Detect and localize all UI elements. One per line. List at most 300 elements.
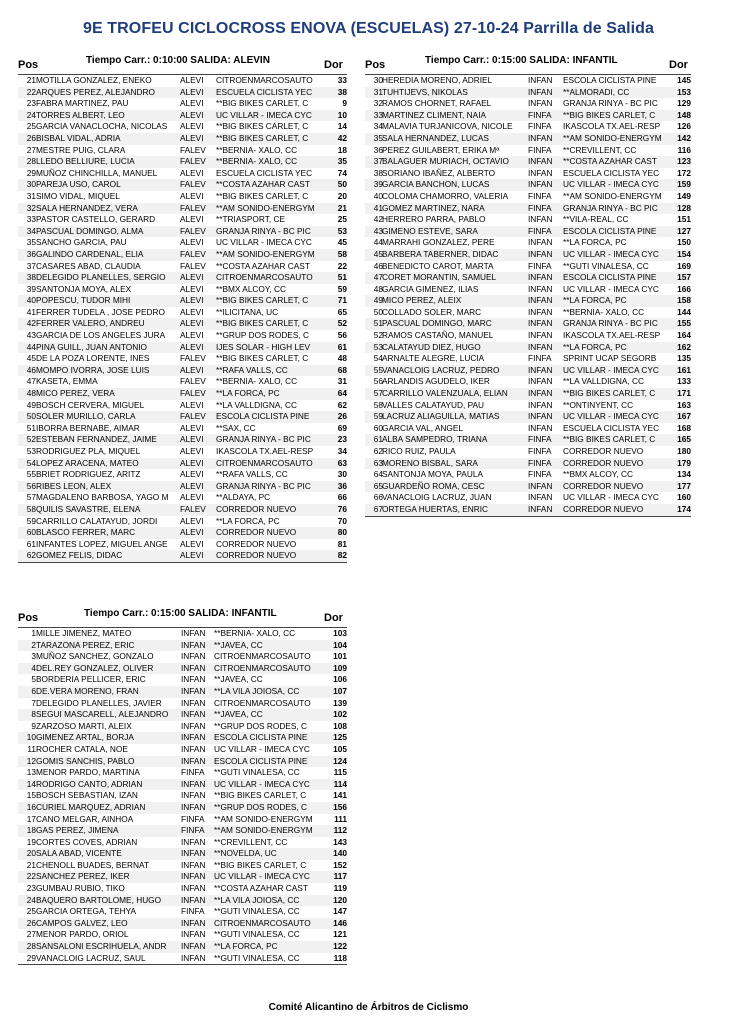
rider-category: ALEVI [180, 190, 204, 201]
rider-name: COLOMA CHAMORRO, VALERIA [382, 190, 509, 201]
rider-category: ALEVI [180, 75, 204, 85]
rider-category: FINFA [528, 109, 552, 120]
rider-bib-number: 111 [334, 813, 347, 824]
rider-row [365, 365, 691, 377]
rider-position: 7 [31, 697, 36, 708]
rider-name: BAQUERO BARTOLOME, HUGO [36, 894, 162, 905]
rider-row [18, 628, 347, 640]
rider-category: ALEVI [180, 527, 204, 538]
rider-name: MILLE JIMENEZ, MATEO [36, 628, 132, 638]
rider-category: INFAN [181, 639, 206, 650]
rider-name: ALBA SAMPEDRO, TRIANA [382, 434, 488, 445]
rider-position: 11 [27, 743, 36, 754]
rider-row [365, 121, 691, 133]
rider-position: 30 [26, 179, 36, 190]
alevin-start-grid [18, 53, 347, 563]
rider-bib-number: 117 [333, 871, 347, 882]
rider-category: INFAN [528, 167, 553, 178]
rider-bib-number: 114 [333, 778, 347, 789]
rider-category: INFAN [528, 480, 553, 491]
rider-club: **GUTI VINALESA, CC [214, 929, 300, 940]
rider-row [18, 284, 347, 296]
rider-club: IKASCOLA TX.AEL-RESP [563, 121, 661, 132]
rider-bib-number: 9 [342, 98, 347, 109]
rider-position: 61 [26, 538, 36, 549]
rider-name: SANCHEZ PEREZ, IKER [36, 871, 130, 882]
rider-row [365, 318, 691, 330]
rider-position: 23 [26, 98, 36, 109]
rider-name: ARNALTE ALEGRE, LUCIA [382, 353, 485, 364]
rider-name: CARRILLO VALENZUALA, ELIAN [382, 388, 508, 399]
rider-position: 21 [26, 75, 36, 85]
rider-category: FALEV [180, 225, 206, 236]
rider-position: 31 [373, 86, 383, 97]
rider-club: **GRUP DOS RODES, C [214, 720, 307, 731]
rider-name: ESTEBAN FERNANDEZ, JAIME [36, 434, 157, 445]
rider-category: INFAN [528, 156, 553, 167]
rider-position: 45 [373, 248, 383, 259]
rider-row [18, 709, 347, 721]
rider-row [18, 802, 347, 814]
rider-row [365, 446, 691, 458]
rider-category: INFAN [181, 662, 206, 673]
rider-position: 12 [26, 755, 36, 766]
rider-category: INFAN [181, 952, 206, 963]
rider-category: INFAN [528, 376, 553, 387]
rider-name: CHENOLL BUADES, BERNAT [36, 859, 149, 870]
rider-bib-number: 108 [333, 720, 347, 731]
rider-category: INFAN [528, 399, 553, 410]
rider-category: ALEVI [180, 422, 204, 433]
rider-row [18, 87, 347, 99]
rider-row [18, 423, 347, 435]
rider-position: 29 [26, 167, 36, 178]
rider-position: 43 [26, 330, 36, 341]
rider-category: INFAN [528, 411, 553, 422]
rider-category: INFAN [181, 871, 206, 882]
rider-bib-number: 135 [677, 353, 691, 364]
rider-position: 35 [373, 132, 383, 143]
rider-bib-number: 143 [333, 836, 347, 847]
rider-name: GALINDO CARDENAL, ELIA [36, 248, 144, 259]
pos-column-header: Pos [18, 59, 39, 71]
rider-row [365, 237, 691, 249]
rider-name: BOSCH SEBASTIAN, IZAN [36, 790, 138, 801]
rider-row [365, 110, 691, 122]
rider-name: SANTONJA MOYA, ALEX [36, 283, 132, 294]
rider-position: 44 [373, 237, 383, 248]
rider-position: 51 [373, 318, 383, 329]
rider-row [18, 168, 347, 180]
rider-row [365, 203, 691, 215]
rider-row [18, 663, 347, 675]
rider-position: 41 [373, 202, 383, 213]
rider-position: 58 [373, 399, 383, 410]
rider-club: CORREDOR NUEVO [563, 446, 644, 456]
rider-name: ARQUES PEREZ, ALEJANDRO [36, 86, 155, 97]
rider-bib-number: 116 [677, 144, 691, 155]
rider-bib-number: 38 [337, 86, 347, 97]
rider-club: **LA VALLDIGNA, CC [563, 376, 645, 387]
rider-name: CARRILLO CALATAYUD, JORDI [36, 515, 158, 526]
rider-bib-number: 104 [333, 639, 347, 650]
rider-name: RICO RUIZ, PAULA [382, 446, 456, 456]
rider-name: PAREJA USO, CAROL [36, 179, 121, 190]
rider-bib-number: 82 [337, 550, 347, 561]
rider-position: 53 [373, 341, 383, 352]
rider-club: CITROENMARCOSAUTO [216, 272, 313, 283]
rider-name: CASARES ABAD, CLAUDIA [36, 260, 141, 271]
rider-name: GARCIA ORTEGA, TEHYA [36, 906, 137, 917]
rider-club: GRANJA RINYA - BC PIC [563, 318, 658, 329]
rider-name: SANCHO GARCIA, PAU [36, 237, 127, 248]
rider-bib-number: 126 [677, 121, 691, 132]
rider-position: 21 [26, 859, 36, 870]
rider-category: ALEVI [180, 330, 204, 341]
rider-club: **BERNIA- XALO, CC [216, 376, 298, 387]
rider-name: MAGDALENO BARBOSA, YAGO M [36, 492, 169, 503]
rider-club: **LA FORCA, PC [563, 341, 627, 352]
rider-club: CORREDOR NUEVO [216, 527, 297, 538]
rider-club: **BERNIA- XALO, CC [563, 306, 645, 317]
rider-category: INFAN [528, 272, 553, 283]
rider-club: CORREDOR NUEVO [563, 480, 644, 491]
rider-position: 62 [373, 446, 383, 456]
rider-position: 57 [26, 492, 36, 503]
rider-position: 48 [373, 283, 383, 294]
rider-position: 13 [26, 767, 36, 778]
rider-category: FINFA [528, 434, 552, 445]
rider-bib-number: 161 [677, 364, 691, 375]
rider-name: MARRAHI GONZALEZ, PERE [382, 237, 495, 248]
rider-position: 55 [26, 469, 36, 480]
rider-position: 1 [31, 628, 36, 638]
rider-position: 15 [26, 790, 36, 801]
rider-club: UC VILLAR - IMECA CYC [563, 283, 659, 294]
rider-category: INFAN [528, 75, 553, 85]
rider-position: 26 [26, 917, 36, 928]
rider-category: INFAN [181, 801, 206, 812]
rider-position: 31 [26, 190, 36, 201]
rider-row [18, 179, 347, 191]
rider-row [365, 353, 691, 365]
rider-row [18, 458, 347, 470]
rider-category: ALEVI [180, 446, 204, 456]
rider-name: CAMPOS GALVEZ, LEO [36, 917, 128, 928]
rider-list [365, 75, 691, 517]
infantil-start-grid-1 [18, 606, 347, 965]
rider-bib-number: 101 [333, 651, 347, 662]
rider-name: GARCIA BANCHON, LUCAS [382, 179, 490, 190]
rider-bib-number: 10 [337, 109, 347, 120]
rider-position: 52 [373, 330, 383, 341]
rider-bib-number: 147 [333, 906, 347, 917]
rider-row [18, 825, 347, 837]
rider-club: **JAVEA, CC [214, 639, 263, 650]
rider-bib-number: 157 [677, 272, 691, 283]
rider-category: ALEVI [180, 341, 204, 352]
rider-position: 43 [373, 225, 383, 236]
rider-bib-number: 118 [333, 952, 347, 963]
rider-bib-number: 36 [337, 480, 347, 491]
rider-name: RIBES LEON, ALEX [36, 480, 112, 491]
rider-row [18, 156, 347, 168]
rider-position: 20 [26, 848, 36, 859]
rider-club: UC VILLAR - IMECA CYC [214, 778, 310, 789]
rider-bib-number: 71 [337, 295, 347, 306]
rider-name: GARCIA VAL, ANGEL [382, 422, 464, 433]
rider-category: ALEVI [180, 272, 204, 283]
rider-row [18, 883, 347, 895]
rider-category: ALEVI [180, 469, 204, 480]
rider-category: INFAN [528, 503, 553, 514]
rider-club: **GUTI VINALESA, CC [563, 260, 649, 271]
rider-club: UC VILLAR - IMECA CYC [563, 492, 659, 503]
rider-name: BORDERIA PELLICER, ERIC [36, 674, 146, 685]
rider-row [365, 226, 691, 238]
rider-position: 34 [26, 225, 36, 236]
rider-category: INFAN [528, 364, 553, 375]
rider-bib-number: 146 [333, 917, 347, 928]
rider-row [18, 492, 347, 504]
rider-club: **LA VALLDIGNA, CC [216, 399, 298, 410]
rider-position: 26 [26, 132, 36, 143]
rider-position: 60 [373, 422, 383, 433]
rider-name: RODRIGO CANTO, ADRIAN [36, 778, 143, 789]
rider-category: ALEVI [180, 492, 204, 503]
rider-name: BALAGUER MURIACH, OCTAVIO [382, 156, 509, 167]
rider-position: 14 [26, 778, 36, 789]
rider-name: SEGUI MASCARELL, ALEJANDRO [36, 709, 169, 720]
rider-row [365, 376, 691, 388]
rider-club: **RAFA VALLS, CC [216, 469, 288, 480]
rider-row [18, 756, 347, 768]
rider-category: ALEVI [180, 283, 204, 294]
rider-position: 27 [26, 929, 36, 940]
rider-bib-number: 179 [677, 457, 691, 468]
rider-bib-number: 109 [333, 662, 347, 673]
rider-club: **BERNIA- XALO, CC [216, 156, 298, 167]
rider-club: **BIG BIKES CARLET, C [563, 388, 656, 399]
rider-name: TORRES ALBERT, LEO [36, 109, 125, 120]
rider-name: VANACLOIG LACRUZ, JUAN [382, 492, 492, 503]
rider-bib-number: 45 [337, 237, 347, 248]
rider-bib-number: 142 [677, 132, 691, 143]
rider-category: INFAN [528, 318, 553, 329]
rider-bib-number: 21 [337, 202, 347, 213]
rider-name: GARCIA VANACLOCHA, NICOLAS [36, 121, 168, 132]
rider-club: **BIG BIKES CARLET, C [216, 353, 309, 364]
rider-position: 34 [373, 121, 383, 132]
rider-category: FINFA [528, 121, 552, 132]
rider-name: DEL.REY GONZALEZ, OLIVER [36, 662, 154, 673]
rider-club: CORREDOR NUEVO [216, 550, 297, 561]
rider-name: RODRIGUEZ PLA, MIQUEL [36, 446, 141, 456]
rider-name: RAMOS CHORNET, RAFAEL [382, 98, 492, 109]
rider-row [365, 388, 691, 400]
rider-position: 59 [26, 515, 36, 526]
rider-club: **JAVEA, CC [214, 674, 263, 685]
rider-position: 45 [26, 353, 36, 364]
rider-bib-number: 172 [677, 167, 691, 178]
rider-bib-number: 20 [337, 190, 347, 201]
rider-name: CURIEL MARQUEZ, ADRIAN [36, 801, 146, 812]
rider-position: 18 [26, 825, 36, 836]
rider-category: ALEVI [180, 550, 204, 561]
rider-position: 38 [26, 272, 36, 283]
rider-position: 29 [26, 952, 36, 963]
rider-club: GRANJA RINYA - BC PIC [563, 202, 658, 213]
rider-category: INFAN [181, 790, 206, 801]
race-info: Tiempo Carr.: 0:15:00 SALIDA: INFANTIL [425, 55, 618, 66]
rider-club: **BIG BIKES CARLET, C [214, 859, 307, 870]
rider-name: CALATAYUD DIEZ, HUGO [382, 341, 481, 352]
rider-club: **BIG BIKES CARLET, C [216, 295, 309, 306]
rider-club: GRANJA RINYA - BC PIC [216, 480, 311, 491]
rider-row [18, 779, 347, 791]
rider-category: INFAN [528, 98, 553, 109]
rider-category: FALEV [180, 388, 206, 399]
rider-bib-number: 155 [677, 318, 691, 329]
rider-position: 54 [26, 457, 36, 468]
rider-category: INFAN [528, 237, 553, 248]
rider-category: ALEVI [180, 457, 204, 468]
rider-bib-number: 134 [677, 469, 691, 480]
rider-category: INFAN [528, 330, 553, 341]
rider-category: INFAN [181, 628, 206, 638]
rider-category: ALEVI [180, 364, 204, 375]
rider-bib-number: 128 [677, 202, 691, 213]
rider-name: RAMOS CASTAÑO, MANUEL [382, 330, 494, 341]
rider-row [18, 481, 347, 493]
rider-position: 4 [31, 662, 36, 673]
rider-name: SALA HERNANDEZ, LUCAS [382, 132, 489, 143]
rider-position: 8 [31, 709, 36, 720]
rider-row [18, 469, 347, 481]
rider-club: **ILICITANA, UC [216, 306, 279, 317]
rider-row [18, 550, 347, 562]
rider-name: MUÑOZ SANCHEZ, GONZALO [36, 651, 154, 662]
rider-position: 53 [26, 446, 36, 456]
rider-bib-number: 139 [333, 697, 347, 708]
rider-position: 5 [31, 674, 36, 685]
rider-row [365, 434, 691, 446]
rider-row [18, 640, 347, 652]
rider-name: CANO MELGAR, AINHOA [36, 813, 134, 824]
rider-bib-number: 105 [333, 743, 347, 754]
rider-category: FALEV [180, 260, 206, 271]
rider-club: **CREVILLENT, CC [214, 836, 288, 847]
rider-bib-number: 156 [333, 801, 347, 812]
rider-row [18, 121, 347, 133]
rider-row [365, 249, 691, 261]
rider-bib-number: 42 [337, 132, 347, 143]
rider-club: ESCUELA CICLISTA YEC [216, 86, 313, 97]
race-info: Tiempo Carr.: 0:10:00 SALIDA: ALEVIN [86, 55, 270, 66]
rider-row [18, 953, 347, 965]
rider-name: MICO PEREZ, VERA [36, 388, 115, 399]
rider-bib-number: 52 [337, 318, 347, 329]
rider-category: INFAN [181, 883, 206, 894]
race-info: Tiempo Carr.: 0:15:00 SALIDA: INFANTIL [84, 608, 277, 619]
rider-club: **LA FORCA, PC [214, 941, 278, 952]
rider-row [18, 237, 347, 249]
rider-category: INFAN [181, 685, 206, 696]
rider-category: INFAN [528, 132, 553, 143]
rider-club: **BIG BIKES CARLET, C [216, 98, 309, 109]
rider-name: LLEDO BELLIURE, LUCIA [36, 156, 135, 167]
rider-bib-number: 120 [333, 894, 347, 905]
rider-row [18, 744, 347, 756]
rider-row [18, 98, 347, 110]
rider-position: 33 [26, 214, 36, 225]
rider-club: **LA FORCA, PC [216, 388, 280, 399]
rider-position: 39 [373, 179, 383, 190]
rider-club: CITROENMARCOSAUTO [216, 457, 313, 468]
rider-row [18, 848, 347, 860]
rider-bib-number: 61 [337, 341, 347, 352]
rider-name: CORET MORANTIN, SAMUEL [382, 272, 497, 283]
rider-category: INFAN [181, 836, 206, 847]
rider-category: FALEV [180, 411, 206, 422]
rider-position: 63 [373, 457, 383, 468]
rider-category: ALEVI [180, 295, 204, 306]
rider-bib-number: 106 [333, 674, 347, 685]
rider-bib-number: 145 [677, 75, 691, 85]
rider-name: MENOR PARDO, MARTINA [36, 767, 140, 778]
rider-category: INFAN [181, 848, 206, 859]
rider-name: MOMPO IVORRA, JOSE LUIS [36, 364, 150, 375]
rider-name: MARTINEZ CLIMENT, NAIA [382, 109, 487, 120]
rider-bib-number: 23 [337, 434, 347, 445]
rider-name: GOMEZ FELIS, DIDAC [36, 550, 123, 561]
rider-name: VALLES CALATAYUD, PAU [382, 399, 485, 410]
rider-club: ESCOLA CICLISTA PINE [563, 225, 657, 236]
rider-category: INFAN [528, 388, 553, 399]
rider-category: FINFA [181, 767, 205, 778]
rider-position: 47 [26, 376, 36, 387]
rider-club: **BIG BIKES CARLET, C [216, 121, 309, 132]
rider-row [365, 295, 691, 307]
rider-bib-number: 125 [333, 732, 347, 743]
rider-row [365, 214, 691, 226]
rider-position: 3 [31, 651, 36, 662]
rider-club: ESCOLA CICLISTA PINE [214, 755, 308, 766]
rider-bib-number: 122 [333, 941, 347, 952]
rider-name: CORTES COVES, ADRIAN [36, 836, 138, 847]
rider-name: HEREDIA MORENO, ADRIEL [382, 75, 493, 85]
rider-bib-number: 26 [337, 411, 347, 422]
rider-row [18, 814, 347, 826]
rider-position: 24 [26, 894, 36, 905]
rider-row [18, 446, 347, 458]
rider-row [18, 342, 347, 354]
rider-category: ALEVI [180, 434, 204, 445]
rider-bib-number: 51 [337, 272, 347, 283]
rider-row [18, 411, 347, 423]
rider-row [365, 261, 691, 273]
rider-position: 42 [373, 214, 383, 225]
rider-category: INFAN [528, 492, 553, 503]
rider-bib-number: 153 [677, 86, 691, 97]
rider-category: INFAN [528, 283, 553, 294]
rider-club: ESCOLA CICLISTA PINE [563, 272, 657, 283]
rider-bib-number: 81 [337, 538, 347, 549]
rider-club: ESCOLA CICLISTA PINE [563, 75, 657, 85]
rider-row [18, 203, 347, 215]
rider-name: MESTRE PUIG, CLARA [36, 144, 126, 155]
rider-bib-number: 159 [677, 179, 691, 190]
